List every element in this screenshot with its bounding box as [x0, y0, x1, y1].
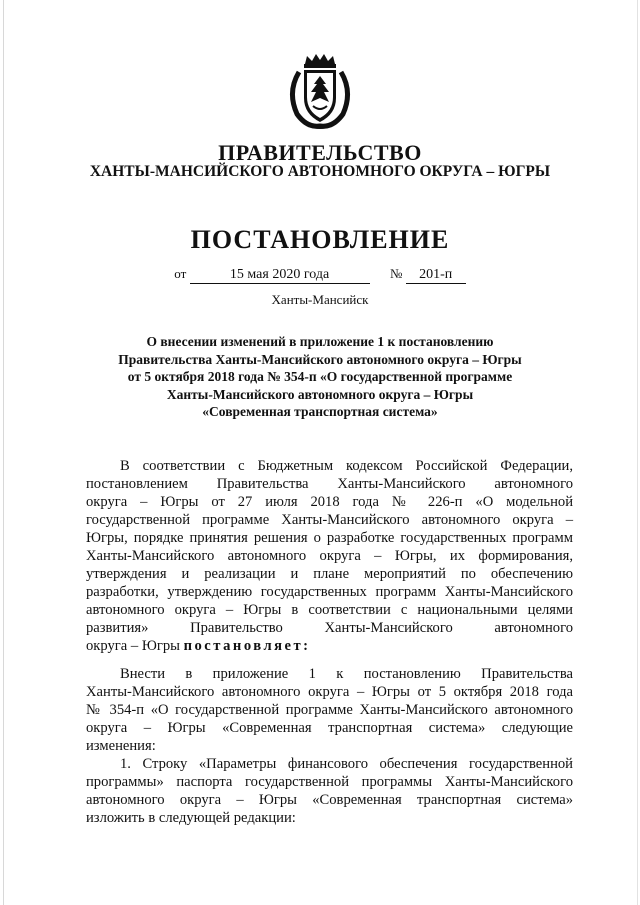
text-line: В соответствии с Бюджетным кодексом Российской Федерации,: [120, 458, 573, 474]
text-line: программы» паспорта государственной программы Ханты-Мансийского: [86, 774, 573, 790]
text-line: округа – Югры от 27 июля 2018 года № 226-п «О модельной: [86, 494, 573, 510]
text-line: постановлением Правительства Ханты-Мансийского автономного: [86, 476, 573, 492]
region-title: ХАНТЫ-МАНСИЙСКОГО АВТОНОМНОГО ОКРУГА – ЮГРЫ: [89, 163, 551, 180]
date-number-line: [0, 266, 640, 284]
text-line: Внести в приложение 1 к постановлению Правительства: [120, 666, 573, 682]
text-line: изменения:: [86, 738, 156, 754]
text-line: № 354-п «О государственной программе Ханты-Мансийского автономного: [86, 702, 573, 718]
number-prefix: №: [390, 266, 403, 281]
text-line: Ханты-Мансийского автономного округа – Югры от 5 октября 2018 года: [86, 684, 573, 700]
text-line: автономного округа – Югры в соответствии с национальными целями: [86, 602, 573, 618]
text-line: разработки, утверждению государственных программ Ханты-Мансийского: [86, 584, 573, 600]
coat-of-arms-emblem-icon: [283, 52, 357, 132]
text-line: 1. Строку «Параметры финансового обеспечения государственной: [120, 756, 573, 772]
scan-edge-right: [637, 0, 638, 905]
text-line: Ханты-Мансийского автономного округа – Югры, их формирования,: [86, 548, 573, 564]
preamble-paragraph: [86, 457, 573, 655]
text-fragment: округа – Югры: [86, 638, 184, 654]
decree-keyword: постановляет:: [183, 638, 311, 654]
document-subject: [90, 333, 550, 421]
date-prefix: от: [174, 266, 187, 281]
document-city: Ханты-Мансийск: [271, 292, 369, 307]
subject-line: «Современная транспортная система»: [202, 404, 438, 419]
subject-line: О внесении изменений в приложение 1 к постановлению: [146, 334, 494, 349]
text-line: утверждения и реализации и плане мероприятий по обеспечению: [86, 566, 573, 582]
text-line: Югры, порядке принятия решения о разработке государственных программ: [86, 530, 573, 546]
text-line: государственной программе Ханты-Мансийского автономного округа –: [86, 512, 573, 528]
scan-edge-left: [3, 0, 4, 905]
subject-line: Правительства Ханты-Мансийского автономного округа – Югры: [118, 351, 522, 367]
document-date: 15 мая 2020 года: [190, 267, 370, 284]
text-line: автономного округа – Югры «Современная транспортная система»: [86, 792, 573, 808]
text-line: изложить в следующей редакции:: [86, 810, 296, 826]
document-type-heading: ПОСТАНОВЛЕНИЕ: [190, 225, 450, 254]
resolution-paragraph: [86, 665, 573, 827]
text-line: округа – Югры «Современная транспортная система» следующие: [86, 720, 573, 736]
document-number: 201-п: [406, 267, 466, 284]
subject-line: Ханты-Мансийского автономного округа – Югры: [166, 386, 474, 402]
subject-line: от 5 октября 2018 года № 354-п «О государственной программе: [127, 369, 513, 384]
text-line: [86, 637, 573, 655]
text-line: развития» Правительство Ханты-Мансийского автономного: [86, 620, 573, 636]
government-title: ПРАВИТЕЛЬСТВО: [218, 140, 422, 165]
